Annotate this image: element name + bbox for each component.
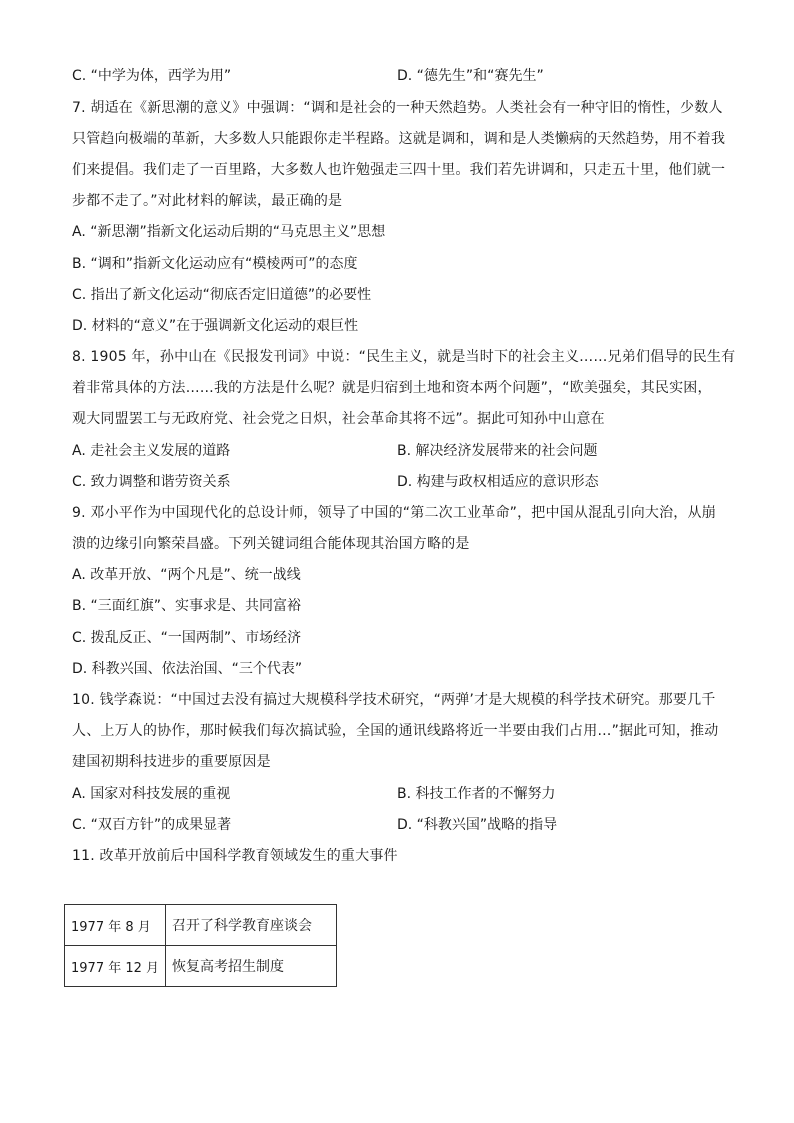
q7-stem-line-3: 们来提倡。我们走了一百里路，大多数人也许勉强走三四十里。我们若先讲调和，只走五十里，他们就一: [72, 162, 726, 178]
q11-stem: 11. 改革开放前后中国科学教育领域发生的重大事件: [72, 848, 398, 864]
q7-option-a: A. “新思潮”指新文化运动后期的“马克思主义”思想: [72, 224, 386, 240]
table-row: [65, 946, 337, 987]
event-description: 恢复高考招生制度: [166, 946, 337, 987]
q8-option-b: B. 解决经济发展带来的社会问题: [397, 443, 598, 459]
q10-option-d: D. “科教兴国”战略的指导: [397, 817, 558, 833]
q8-option-d: D. 构建与政权相适应的意识形态: [397, 474, 599, 490]
q11-events-table: [64, 904, 337, 987]
q7-option-d: D. 材料的“意义”在于强调新文化运动的艰巨性: [72, 318, 359, 334]
event-date: 1977 年 12 月: [65, 946, 166, 987]
q9-option-b: B. “三面红旗”、实事求是、共同富裕: [72, 598, 302, 614]
q9-option-a: A. 改革开放、“两个凡是”、统一战线: [72, 567, 301, 583]
event-description: 召开了科学教育座谈会: [166, 905, 337, 946]
q10-option-c: C. “双百方针”的成果显著: [72, 817, 232, 833]
q7-option-b: B. “调和”指新文化运动应有“模棱两可”的态度: [72, 256, 358, 272]
prev-option-c: C. “中学为体，西学为用”: [72, 68, 232, 84]
q8-stem-line-3: 观大同盟罢工与无政府党、社会党之日炽，社会革命其将不远”。据此可知孙中山意在: [72, 411, 605, 427]
q8-option-c: C. 致力调整和谐劳资关系: [72, 474, 231, 490]
q7-stem-line-2: 只管趋向极端的革新，大多数人只能跟你走半程路。这就是调和，调和是人类懒病的天然趋势，用不着我: [72, 131, 726, 147]
q10-option-a: A. 国家对科技发展的重视: [72, 786, 231, 802]
q8-option-a: A. 走社会主义发展的道路: [72, 443, 231, 459]
q8-stem-line-1: 8. 1905 年，孙中山在《民报发刊词》中说：“民生主义，就是当时下的社会主义……兄弟们倡导的民生有: [72, 349, 736, 365]
q7-option-c: C. 指出了新文化运动“彻底否定旧道德”的必要性: [72, 287, 372, 303]
q10-option-b: B. 科技工作者的不懈努力: [397, 786, 556, 802]
q9-option-d: D. 科教兴国、依法治国、“三个代表”: [72, 661, 303, 677]
q7-stem-line-4: 步都不走了。”对此材料的解读，最正确的是: [72, 193, 343, 209]
q10-stem-line-3: 建国初期科技进步的重要原因是: [72, 754, 271, 770]
prev-option-d: D. “德先生”和“赛先生”: [397, 68, 544, 84]
q9-stem-line-1: 9. 邓小平作为中国现代化的总设计师，领导了中国的“第二次工业革命”，把中国从混乱引向大治，从崩: [72, 505, 716, 521]
q8-stem-line-2: 着非常具体的方法……我的方法是什么呢？就是归宿到土地和资本两个问题”，“欧美强矣，其民实困，: [72, 380, 712, 396]
event-date: 1977 年 8 月: [65, 905, 166, 946]
q10-stem-line-1: 10. 钱学森说：“中国过去没有搞过大规模科学技术研究，“两弹’才是大规模的科学技术研究。那要几千: [72, 692, 716, 708]
q7-stem-line-1: 7. 胡适在《新思潮的意义》中强调：“调和是社会的一种天然趋势。人类社会有一种守旧的惰性，少数人: [72, 100, 723, 116]
q9-option-c: C. 拨乱反正、“一国两制”、市场经济: [72, 630, 302, 646]
table-row: [65, 905, 337, 946]
q10-stem-line-2: 人、上万人的协作，那时候我们每次搞试验，全国的通讯线路将近一半要由我们占用…”据此可知，推动: [72, 723, 719, 739]
q9-stem-line-2: 溃的边缘引向繁荣昌盛。下列关键词组合能体现其治国方略的是: [72, 536, 470, 552]
